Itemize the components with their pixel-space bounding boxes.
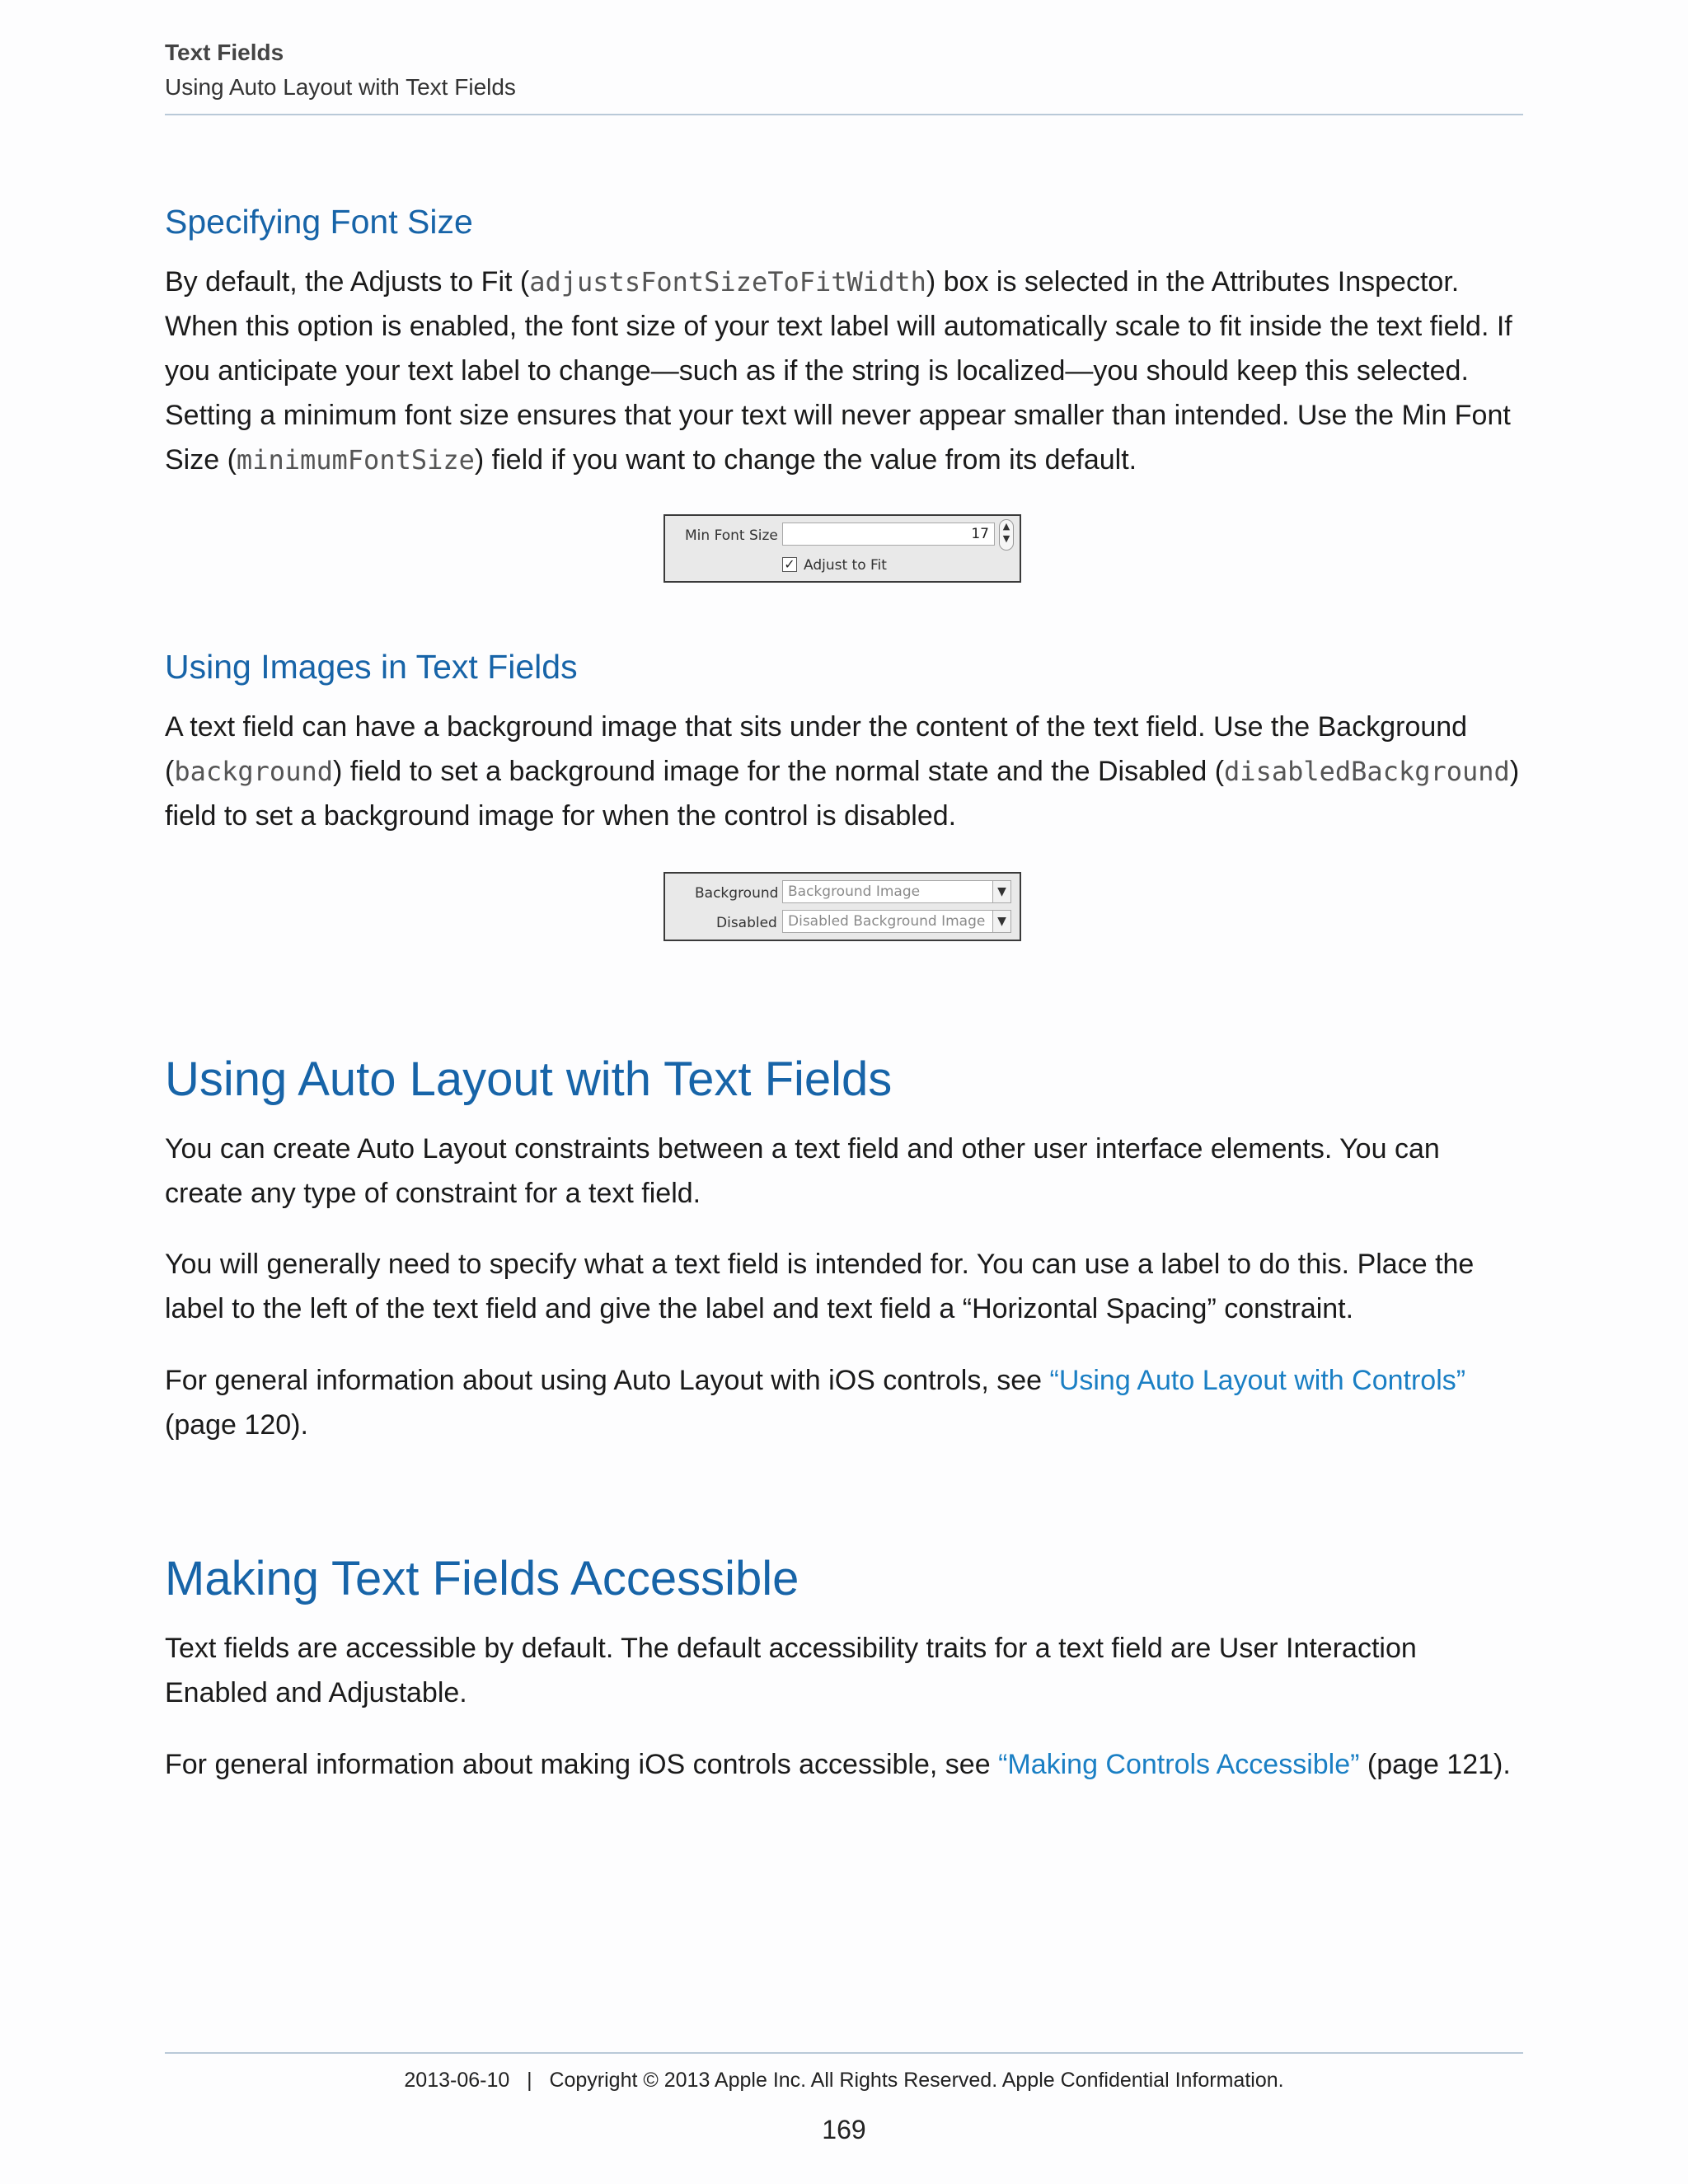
text-run: For general information about making iOS controls accessible, see xyxy=(165,1749,999,1780)
text-run: ) field to set a background image for the normal state and the Disabled ( xyxy=(332,756,1225,787)
paragraph-font-size xyxy=(165,260,1523,482)
text-run: By default, the Adjusts to Fit ( xyxy=(165,266,530,298)
heading-specifying-font-size: Specifying Font Size xyxy=(165,203,473,241)
text-run: (page 121). xyxy=(1359,1749,1511,1780)
background-image-value: Background Image xyxy=(788,883,921,900)
code-adjusts-font-size: adjustsFontSizeToFitWidth xyxy=(529,266,926,298)
running-header-section: Using Auto Layout with Text Fields xyxy=(165,74,516,100)
footer-divider xyxy=(165,2052,1523,2054)
paragraph-auto-layout-1: You can create Auto Layout constraints between a text field and other user interface elements. You can create any type of constraint for a text field. xyxy=(165,1133,1440,1209)
text-run: A text field can have a background image that sits under the content of the text field. Use the Background ( xyxy=(165,711,1468,787)
text-run: ) field if you want to change the value from its default. xyxy=(474,444,1137,476)
stepper-up-icon[interactable]: ▲ xyxy=(1002,521,1010,532)
link-making-controls-accessible[interactable]: “Making Controls Accessible” xyxy=(998,1749,1360,1780)
document-page xyxy=(165,0,1523,2184)
header-divider xyxy=(165,114,1523,115)
paragraph-images xyxy=(165,705,1523,838)
paragraph-accessible-1: Text fields are accessible by default. The default accessibility traits for a text field are User Interaction Enabled and Adjustable. xyxy=(165,1633,1417,1708)
background-label: Background xyxy=(695,885,779,902)
heading-using-images: Using Images in Text Fields xyxy=(165,648,578,686)
code-disabled-background: disabledBackground xyxy=(1224,756,1510,787)
disabled-label: Disabled xyxy=(716,915,777,931)
background-dropdown-arrow-icon[interactable]: ▼ xyxy=(992,881,1010,902)
min-font-size-label: Min Font Size xyxy=(685,527,778,544)
text-run: ) field to set a background image for when the control is disabled. xyxy=(165,756,1520,832)
disabled-background-image-value: Disabled Background Image xyxy=(788,913,986,930)
paragraph-accessible-2 xyxy=(165,1742,1523,1787)
paragraph-auto-layout-3 xyxy=(165,1358,1523,1447)
min-font-size-stepper[interactable] xyxy=(999,519,1014,551)
text-run: For general information about using Auto Layout with iOS controls, see xyxy=(165,1365,1050,1396)
link-using-auto-layout-with-controls[interactable]: “Using Auto Layout with Controls” xyxy=(1049,1365,1466,1396)
paragraph-auto-layout-2: You will generally need to specify what a text field is intended for. You can use a label to do this. Place the label to the left of the text field and give the label and text field a “Horizontal Spacing” constraint. xyxy=(165,1249,1475,1324)
disabled-background-image-select[interactable] xyxy=(782,910,1011,933)
background-image-select[interactable] xyxy=(782,880,1011,903)
text-run: (page 120). xyxy=(165,1409,308,1441)
stepper-down-icon[interactable]: ▼ xyxy=(1002,533,1010,544)
min-font-size-field[interactable]: 17 xyxy=(782,523,995,546)
adjust-to-fit-label: Adjust to Fit xyxy=(804,557,887,574)
min-font-size-inspector-panel xyxy=(663,514,1021,583)
adjust-to-fit-checkbox[interactable]: ✓ xyxy=(782,557,797,572)
page-number: 169 xyxy=(822,2115,866,2144)
running-header-chapter: Text Fields xyxy=(165,40,284,65)
background-image-inspector-panel xyxy=(663,872,1021,941)
heading-auto-layout: Using Auto Layout with Text Fields xyxy=(165,1052,893,1106)
text-run: ) box is selected in the Attributes Inspector. When this option is enabled, the font size of your text label will automatically scale to fit inside the text field. If you anticipate your text label to change—such as if the string is localized—you should keep this selected. Setting a minimum font size ensures that your text will never appear smaller than intended. Use the Min Font Size ( xyxy=(165,266,1512,476)
code-minimum-font-size: minimumFontSize xyxy=(236,444,475,476)
disabled-dropdown-arrow-icon[interactable]: ▼ xyxy=(992,911,1010,932)
heading-accessible: Making Text Fields Accessible xyxy=(165,1552,799,1605)
footer-copyright: 2013-06-10 | Copyright © 2013 Apple Inc. All Rights Reserved. Apple Confidential Information. xyxy=(404,2069,1284,2092)
code-background: background xyxy=(174,756,333,787)
